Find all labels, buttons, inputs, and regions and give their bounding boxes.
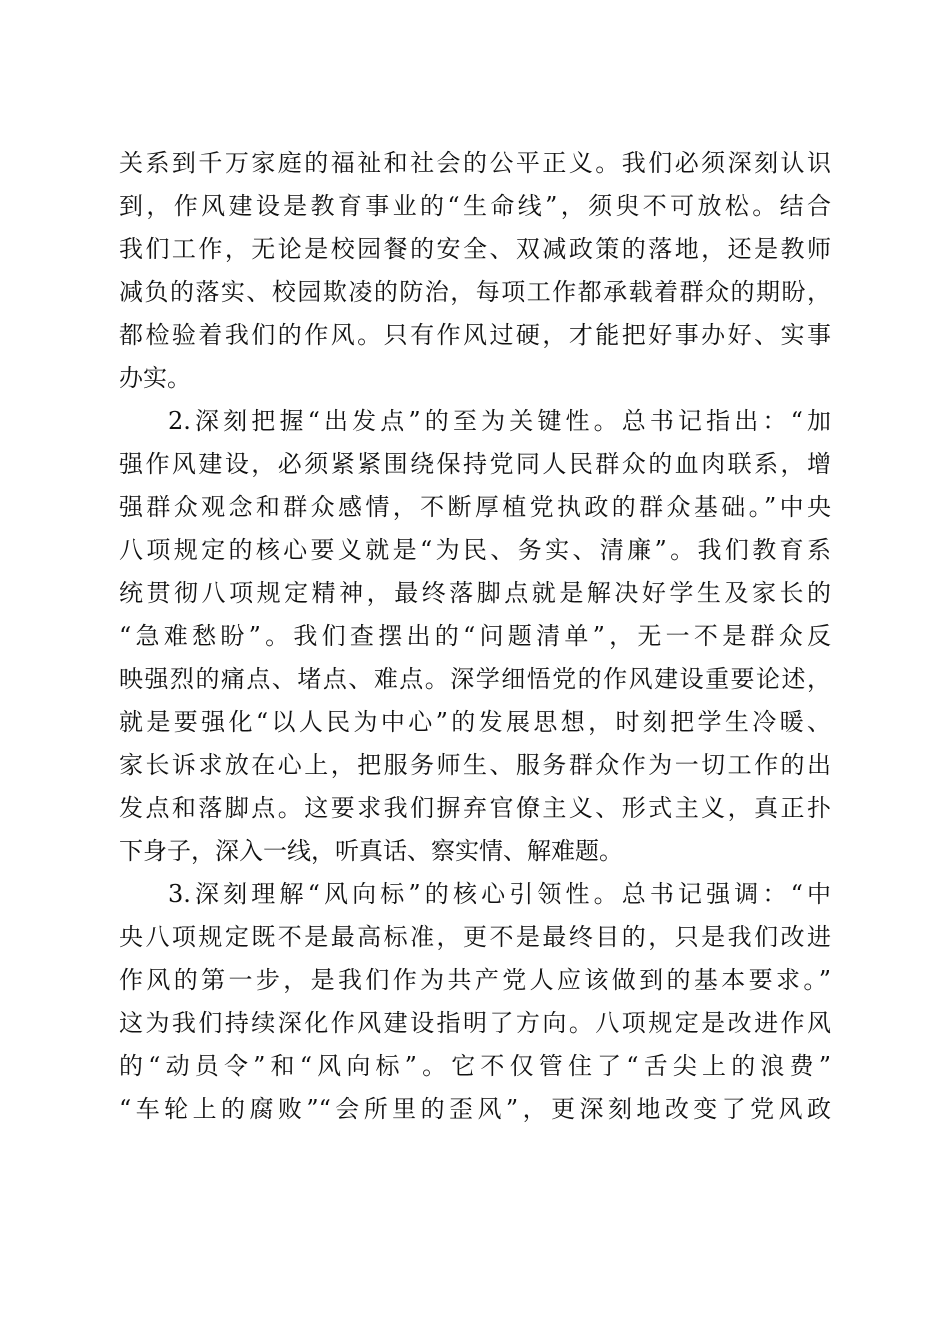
text-line: 统贯彻八项规定精神，最终落脚点就是解决好学生及家长的 (119, 579, 831, 607)
paragraph-3 (119, 873, 831, 1131)
text-line: 八项规定的核心要义就是“为民、务实、清廉”。我们教育系 (119, 536, 831, 564)
text-line: 减负的落实、校园欺凌的防治，每项工作都承载着群众的期盼， (119, 278, 831, 306)
text-line: 下身子，深入一线，听真话、察实情、解难题。 (119, 837, 623, 865)
text-line: 到，作风建设是教育事业的“生命线”，须臾不可放松。结合 (119, 192, 831, 220)
text-line: 都检验着我们的作风。只有作风过硬，才能把好事办好、实事 (119, 321, 831, 349)
text-line: “急难愁盼”。我们查摆出的“问题清单”，无一不是群众反 (119, 622, 831, 650)
text-line: 发点和落脚点。这要求我们摒弃官僚主义、形式主义，真正扑 (119, 794, 831, 822)
text-line: “车轮上的腐败”“会所里的歪风”，更深刻地改变了党风政 (119, 1095, 831, 1123)
text-line: 这为我们持续深化作风建设指明了方向。八项规定是改进作风 (119, 1009, 831, 1037)
text-line: 关系到千万家庭的福祉和社会的公平正义。我们必须深刻认识 (119, 149, 831, 177)
document-body (119, 142, 831, 1131)
text-line: 强作风建设，必须紧紧围绕保持党同人民群众的血肉联系，增 (119, 450, 831, 478)
paragraph-2 (119, 400, 831, 873)
text-line: 作风的第一步，是我们作为共产党人应该做到的基本要求。” (119, 966, 831, 994)
text-line: 家长诉求放在心上，把服务师生、服务群众作为一切工作的出 (119, 751, 831, 779)
text-line: 强群众观念和群众感情，不断厚植党执政的群众基础。”中央 (119, 493, 831, 521)
text-line: 央八项规定既不是最高标准，更不是最终目的，只是我们改进 (119, 923, 831, 951)
text-line: 办实。 (119, 364, 191, 392)
text-line: 我们工作，无论是校园餐的安全、双减政策的落地，还是教师 (119, 235, 831, 263)
text-line: 映强烈的痛点、堵点、难点。深学细悟党的作风建设重要论述， (119, 665, 831, 693)
paragraph-1 (119, 142, 831, 400)
paragraph-heading-line: 2.深刻把握“出发点”的至为关键性。总书记指出：“加 (168, 407, 831, 435)
text-line: 的“动员令”和“风向标”。它不仅管住了“舌尖上的浪费” (119, 1052, 831, 1080)
text-line: 就是要强化“以人民为中心”的发展思想，时刻把学生冷暖、 (119, 708, 831, 736)
paragraph-heading-line: 3.深刻理解“风向标”的核心引领性。总书记强调：“中 (168, 880, 831, 908)
